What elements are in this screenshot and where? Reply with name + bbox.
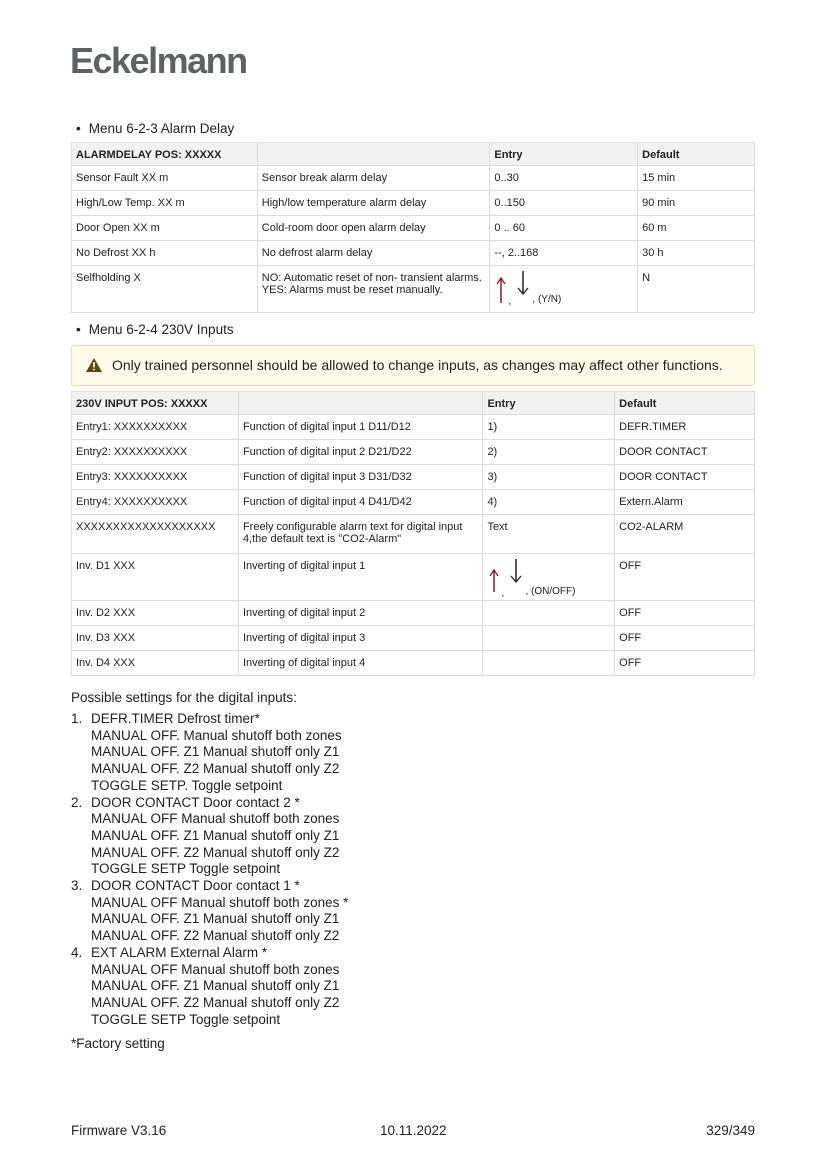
list-subitem: MANUAL OFF. Z2 Manual shutoff only Z2 — [91, 994, 340, 1010]
list-subitem: MANUAL OFF. Z2 Manual shutoff only Z2 — [91, 844, 340, 860]
table-cell: OFF — [615, 651, 755, 676]
table-row: Inv. D1 XXX Inverting of digital input 1 , , (ON/OFF) OFF — [72, 554, 755, 601]
table-cell: 0 .. 60 — [490, 216, 638, 241]
alarm-delay-table — [71, 142, 755, 313]
table-cell: 15 min — [638, 166, 755, 191]
table-cell: No Defrost XX h — [72, 241, 258, 266]
table-row — [72, 191, 755, 216]
table-cell: High/Low Temp. XX m — [72, 191, 258, 216]
table-row — [72, 166, 755, 191]
list-item: 2. DOOR CONTACT Door contact 2 * MANUAL OFF Manual shutoff both zones MANUAL OFF. Z1 Manual shutoff only Z1 MANUAL OFF. Z2 Manual shutoff only Z2 TOGGLE SETP Toggle setpoint — [71, 795, 348, 879]
list-subitem: TOGGLE SETP Toggle setpoint — [91, 1011, 281, 1027]
arrow-up-icon — [489, 564, 499, 592]
table-cell: 2) — [483, 440, 615, 465]
table-row — [72, 415, 755, 440]
table-row — [72, 465, 755, 490]
table-cell: DOOR CONTACT — [615, 465, 755, 490]
list-item: 1. DEFR.TIMER Defrost timer* MANUAL OFF. Manual shutoff both zones MANUAL OFF. Z1 Manual shutoff only Z1 MANUAL OFF. Z2 Manual shutoff only Z2 TOGGLE SETP. Toggle setpoint — [71, 711, 348, 795]
list-subitem: MANUAL OFF. Z2 Manual shutoff only Z2 — [91, 761, 340, 777]
list-item: 3. DOOR CONTACT Door contact 1 * MANUAL OFF Manual shutoff both zones * MANUAL OFF. Z1 Manual shutoff only Z1 MANUAL OFF. Z2 Manual shutoff only Z2 — [71, 878, 349, 944]
table-cell: Inverting of digital input 2 — [238, 601, 483, 626]
table-cell: No defrost alarm delay — [257, 241, 490, 266]
arrow-down-icon — [516, 270, 530, 298]
table-row — [72, 440, 755, 465]
table-cell: Function of digital input 2 D21/D22 — [238, 440, 483, 465]
table-cell: DEFR.TIMER — [615, 415, 755, 440]
footer-firmware: Firmware V3.16 — [71, 1123, 167, 1138]
table-cell: 3) — [483, 465, 615, 490]
table-cell: Door Open XX m — [72, 216, 258, 241]
table-cell: 0..150 — [490, 191, 638, 216]
list-subitem: MANUAL OFF Manual shutoff both zones — [91, 961, 340, 977]
table-cell: High/low temperature alarm delay — [257, 191, 490, 216]
table-cell: Entry4: XXXXXXXXXX — [72, 490, 239, 515]
230v-inputs-table — [71, 391, 755, 676]
list-item: 4. EXT ALARM External Alarm * MANUAL OFF Manual shutoff both zones MANUAL OFF. Z1 Manual shutoff only Z1 MANUAL OFF. Z2 Manual shutoff only Z2 TOGGLE SETP Toggle setpoint — [71, 945, 348, 1029]
table-cell: Sensor break alarm delay — [257, 166, 490, 191]
table-cell: Inv. D3 XXX — [72, 626, 239, 651]
table-cell: Entry1: XXXXXXXXXX — [72, 415, 239, 440]
table-row — [72, 216, 755, 241]
possible-settings-label: Possible settings for the digital inputs: — [71, 690, 297, 705]
list-subitem: MANUAL OFF. Z1 Manual shutoff only Z1 — [91, 978, 340, 994]
table-cell: Function of digital input 4 D41/D42 — [238, 490, 483, 515]
table-cell: Entry2: XXXXXXXXXX — [72, 440, 239, 465]
table-cell: DOOR CONTACT — [615, 440, 755, 465]
table-cell: 4) — [483, 490, 615, 515]
table-row: XXXXXXXXXXXXXXXXXXX Freely configurable alarm text for digital input 4,the default text is "CO2-Alarm" Text CO2-ALARM — [72, 515, 755, 554]
table-cell: Inv. D4 XXX — [72, 651, 239, 676]
footer-date: 10.11.2022 — [380, 1123, 447, 1138]
table-row — [72, 601, 755, 626]
table-row — [72, 490, 755, 515]
table-cell: Inverting of digital input 3 — [238, 626, 483, 651]
table-cell: 90 min — [638, 191, 755, 216]
list-subitem: MANUAL OFF. Z2 Manual shutoff only Z2 — [91, 928, 340, 944]
factory-setting-note: *Factory setting — [71, 1036, 165, 1051]
table-cell: 60 m — [638, 216, 755, 241]
table-row — [72, 626, 755, 651]
table-cell: OFF — [615, 601, 755, 626]
table-row — [72, 651, 755, 676]
list-subitem: MANUAL OFF. Z1 Manual shutoff only Z1 — [91, 911, 340, 927]
list-subitem: TOGGLE SETP. Toggle setpoint — [91, 777, 283, 793]
arrow-down-icon — [509, 558, 523, 586]
table-cell — [483, 601, 615, 626]
list-subitem: TOGGLE SETP Toggle setpoint — [91, 861, 281, 877]
table-cell: 0..30 — [490, 166, 638, 191]
arrow-up-icon — [496, 276, 506, 304]
list-subitem: MANUAL OFF. Z1 Manual shutoff only Z1 — [91, 827, 340, 843]
table-cell: Sensor Fault XX m — [72, 166, 258, 191]
table-cell — [483, 651, 615, 676]
warning-icon — [86, 358, 102, 372]
table-cell: Cold-room door open alarm delay — [257, 216, 490, 241]
list-subitem: MANUAL OFF Manual shutoff both zones * — [91, 894, 349, 910]
table-header-row: 230V INPUT POS: XXXXX Entry Default — [72, 392, 755, 415]
table-header-row: ALARMDELAY POS: XXXXX Entry Default — [72, 143, 755, 166]
list-subitem: MANUAL OFF. Manual shutoff both zones — [91, 727, 342, 743]
table-cell: Entry3: XXXXXXXXXX — [72, 465, 239, 490]
table-cell: 1) — [483, 415, 615, 440]
section-heading-230v-inputs: • Menu 6-2-4 230V Inputs — [76, 322, 234, 337]
table-cell: Inv. D2 XXX — [72, 601, 239, 626]
eckelmann-logo: Eckelmann — [70, 40, 247, 81]
table-cell: Extern.Alarm — [615, 490, 755, 515]
table-cell: Function of digital input 3 D31/D32 — [238, 465, 483, 490]
settings-list — [71, 711, 348, 1028]
table-cell — [483, 626, 615, 651]
table-cell: Function of digital input 1 D11/D12 — [238, 415, 483, 440]
warning-box: Only trained personnel should be allowed to change inputs, as changes may affect other functions. — [71, 345, 755, 386]
list-subitem: MANUAL OFF. Z1 Manual shutoff only Z1 — [91, 744, 340, 760]
list-subitem: MANUAL OFF Manual shutoff both zones — [91, 811, 340, 827]
table-cell: Inverting of digital input 4 — [238, 651, 483, 676]
table-row — [72, 241, 755, 266]
table-cell: OFF — [615, 626, 755, 651]
footer-page-number: 329/349 — [706, 1123, 755, 1138]
table-cell: 30 h — [638, 241, 755, 266]
table-row: Selfholding X NO: Automatic reset of non- transient alarms. YES: Alarms must be reset manually. , , (Y/N) N — [72, 266, 755, 313]
table-cell: --, 2..168 — [490, 241, 638, 266]
section-heading-alarm-delay: • Menu 6-2-3 Alarm Delay — [76, 121, 235, 136]
